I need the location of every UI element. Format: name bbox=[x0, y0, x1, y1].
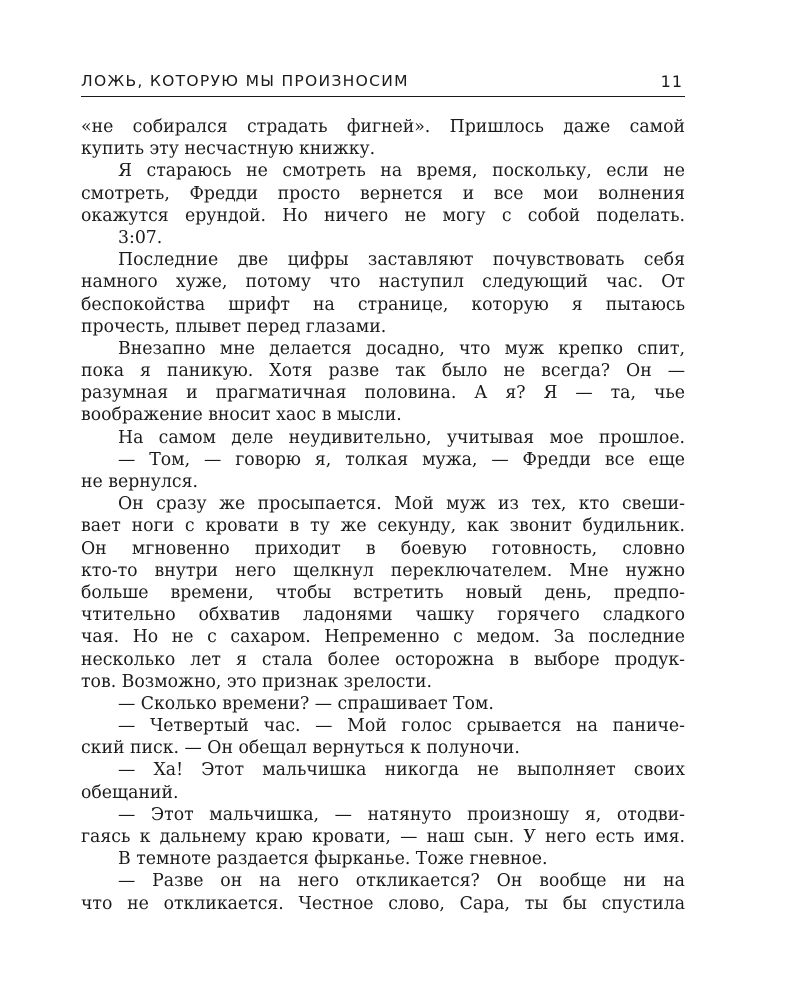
body-text bbox=[81, 116, 685, 915]
text-line: В темноте раздается фырканье. Тоже гневное. bbox=[118, 849, 548, 870]
text-line: ский писк. — Он обещал вернуться к полуночи. bbox=[81, 738, 520, 759]
text-line: беспокойства шрифт на странице, которую я пытаюсь bbox=[81, 294, 685, 315]
text-line: пока я паникую. Хотя разве так было не всегда? Он — bbox=[81, 361, 685, 382]
text-line: — Том, — говорю я, толкая мужа, — Фредди все еще bbox=[118, 449, 685, 470]
text-line: — Сколько времени? — спрашивает Том. bbox=[118, 693, 494, 714]
text-line: кто-то внутри него щелкнул переключателем. Мне нужно bbox=[81, 560, 685, 581]
text-line: воображение вносит хаос в мысли. bbox=[81, 405, 402, 426]
text-line: обещаний. bbox=[81, 782, 179, 803]
text-line: окажутся ерундой. Но ничего не могу с собой поделать. bbox=[81, 205, 685, 226]
text-line: Он мгновенно приходит в боевую готовность, словно bbox=[81, 538, 685, 559]
text-line: купить эту несчастную книжку. bbox=[81, 139, 376, 160]
text-line: — Четвертый час. — Мой голос срывается на паниче- bbox=[118, 716, 685, 737]
text-line: — Этот мальчишка, — натянуто произношу я, отодви- bbox=[118, 804, 685, 825]
running-header bbox=[81, 70, 685, 97]
text-line: Он сразу же просыпается. Мой муж из тех, кто свеши- bbox=[118, 494, 685, 515]
text-line: намного хуже, потому что наступил следующий час. От bbox=[81, 272, 685, 293]
text-line: что не откликается. Честное слово, Сара, ты бы спустила bbox=[81, 893, 685, 914]
text-line: Последние две цифры заставляют почувствовать себя bbox=[118, 250, 685, 271]
text-line: тов. Возможно, это признак зрелости. bbox=[81, 671, 432, 692]
text-line: 3:07. bbox=[118, 227, 163, 248]
running-title: ЛОЖЬ, КОТОРУЮ МЫ ПРОИЗНОСИМ bbox=[81, 72, 409, 90]
text-line: чая. Но не с сахаром. Непременно с медом. За последние bbox=[81, 627, 685, 648]
text-line: — Ха! Этот мальчишка никогда не выполняет своих bbox=[118, 760, 685, 781]
text-line: прочесть, плывет перед глазами. bbox=[81, 316, 387, 337]
text-line: вает ноги с кровати в ту же секунду, как звонит будильник. bbox=[81, 516, 685, 537]
text-line: гаясь к дальнему краю кровати, — наш сын. У него есть имя. bbox=[81, 827, 685, 847]
text-line: — Разве он на него откликается? Он вообще ни на bbox=[118, 871, 685, 892]
text-line: Внезапно мне делается досадно, что муж крепко спит, bbox=[118, 338, 685, 359]
text-line: не вернулся. bbox=[81, 472, 198, 492]
text-line: «не собирался страдать фигней». Пришлось даже самой bbox=[81, 117, 685, 137]
text-line: смотреть, Фредди просто вернется и все мои волнения bbox=[81, 183, 685, 204]
text-line: больше времени, чтобы встретить новый день, предпо- bbox=[81, 582, 685, 603]
text-line: чтительно обхватив ладонями чашку горячего сладкого bbox=[81, 605, 685, 626]
text-line: Я стараюсь не смотреть на время, поскольку, если не bbox=[118, 161, 685, 182]
text-line: несколько лет я стала более осторожна в выборе продук- bbox=[81, 649, 685, 670]
page-number: 11 bbox=[660, 72, 683, 91]
text-line: разумная и прагматичная половина. А я? Я — та, чье bbox=[81, 383, 685, 404]
text-line: На самом деле неудивительно, учитывая мое прошлое. bbox=[118, 427, 685, 448]
